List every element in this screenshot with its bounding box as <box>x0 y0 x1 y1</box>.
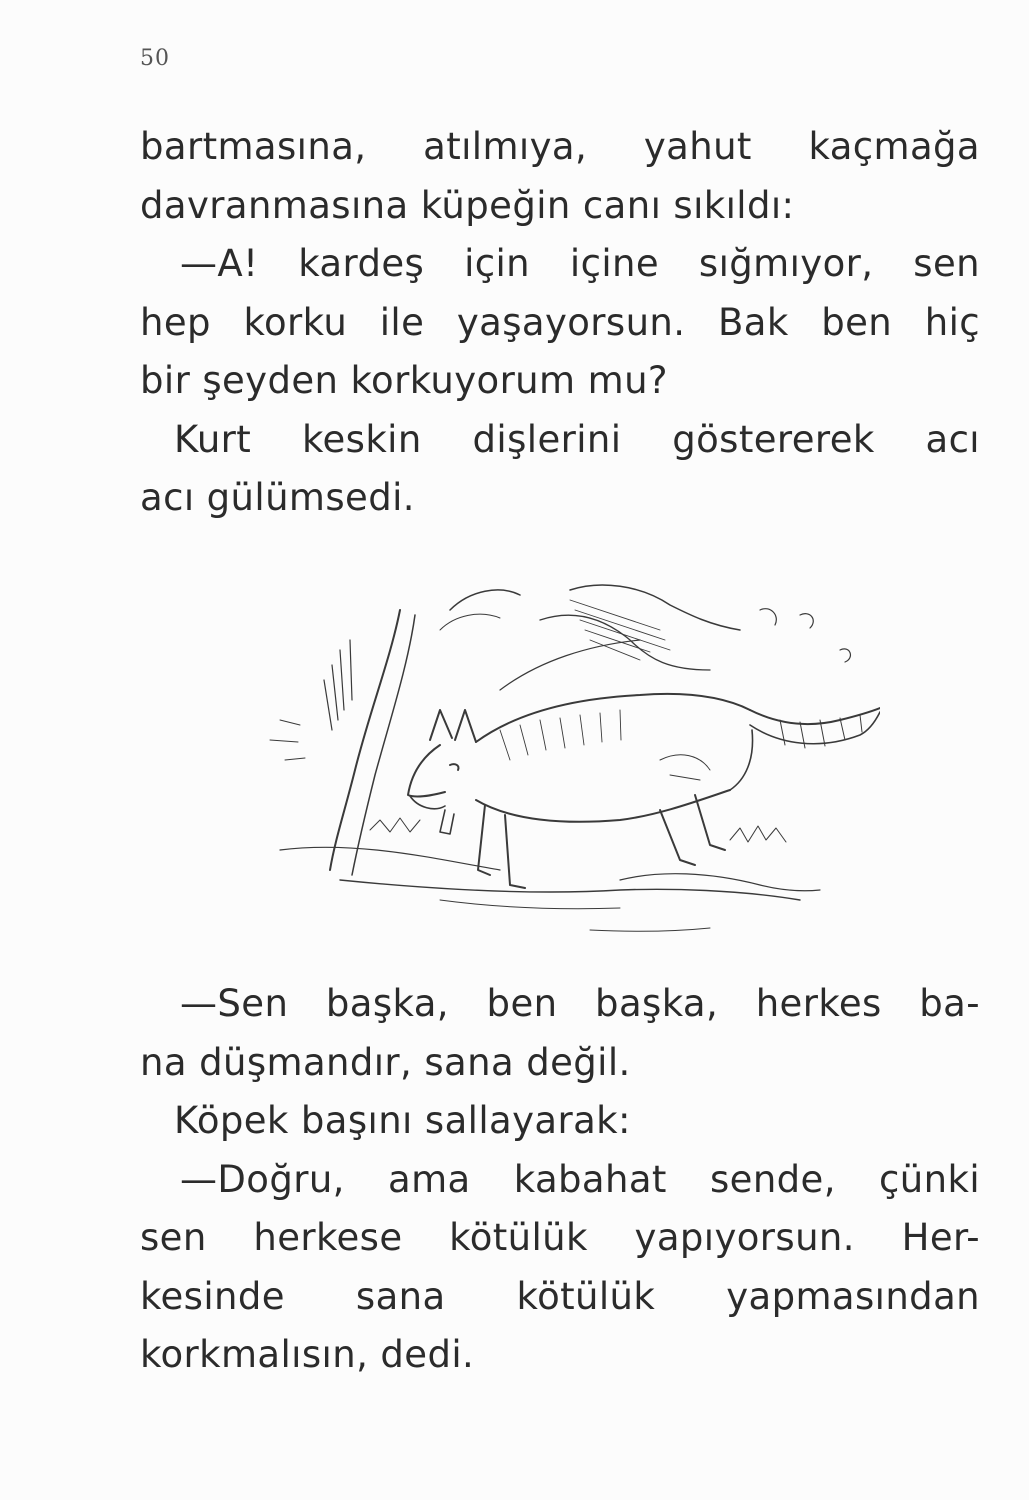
page-number: 50 <box>140 46 170 71</box>
text-line: Köpek başını sallayarak: <box>174 1099 631 1142</box>
text-line: kesinde sana kötülük yapmasından <box>140 1274 980 1318</box>
top-paragraph <box>140 118 980 528</box>
wolf-illustration <box>240 570 880 950</box>
text-line: bartmasına, atılmıya, yahut kaçmağa <box>140 125 980 168</box>
text-line: davranmasına küpeğin canı sıkıldı: <box>140 183 795 227</box>
bottom-paragraph <box>140 975 980 1385</box>
text-line: —Doğru, ama kabahat sende, çünki <box>180 1157 980 1201</box>
text-line: sen herkese kötülük yapıyorsun. Her- <box>140 1216 980 1259</box>
text-line: acı gülümsedi. <box>140 476 415 519</box>
text-line: —A! kardeş için içine sığmıyor, sen <box>180 242 980 285</box>
text-line: Kurt keskin dişlerini göstererek acı <box>174 417 980 461</box>
text-line: —Sen başka, ben başka, herkes ba- <box>180 982 980 1025</box>
text-line: bir şeyden korkuyorum mu? <box>140 359 668 402</box>
text-line: na düşmandır, sana değil. <box>140 1040 631 1084</box>
wolf-sketch-icon <box>240 570 880 950</box>
text-line: korkmalısın, dedi. <box>140 1333 475 1376</box>
text-line: hep korku ile yaşayorsun. Bak ben hiç <box>140 300 980 344</box>
